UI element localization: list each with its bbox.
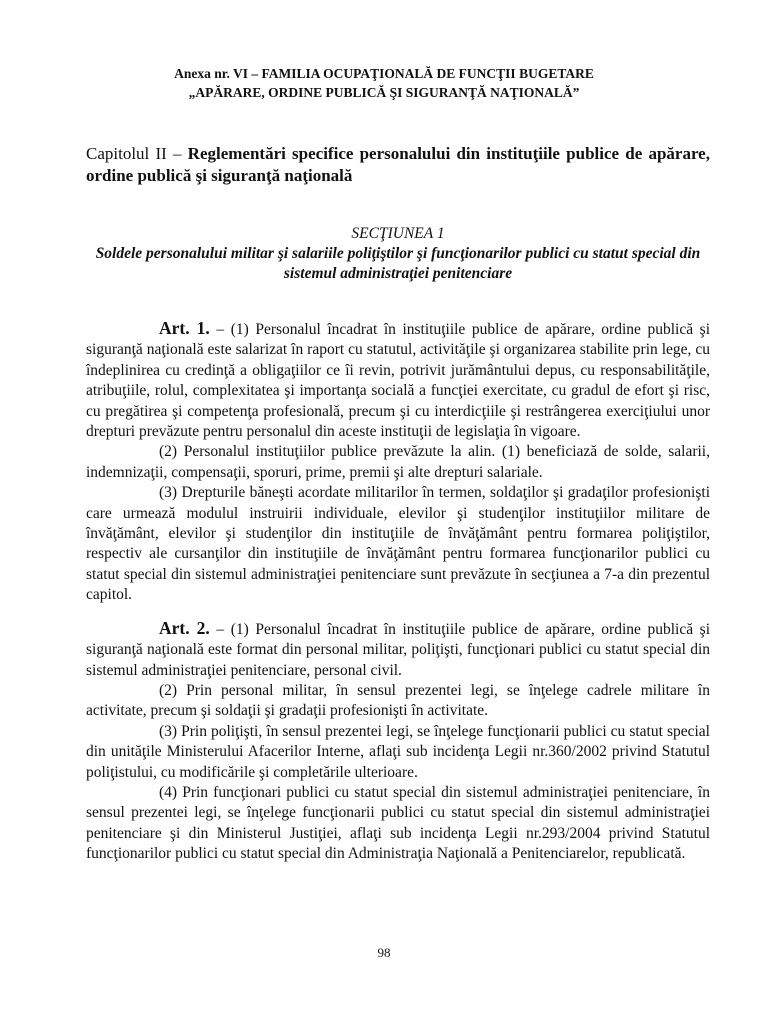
document-body: [86, 318, 710, 865]
article-2-paragraph-2: (2) Prin personal militar, în sensul prezentei legi, se înţelege cadrele militare în activitate, precum şi soldaţii şi gradaţii profesionişti în activitate.: [86, 681, 710, 720]
section-title: Soldele personalului militar şi salariile poliţiştilor şi funcţionarilor publici cu statut special din sistemul administraţiei penitenciare: [95, 245, 701, 282]
chapter-prefix: Capitolul II –: [86, 144, 188, 163]
article-2-paragraph-4: (4) Prin funcţionari publici cu statut special din sistemul administraţiei penitenciare, în sensul prezentei legi, se înţelege funcţionarii publici cu statut special din sistemul administraţiei penitenciare şi din Ministerul Justiţiei, aflaţi sub incidenţa Legii nr.293/2004 privind Statutul funcţionarilor publici cu statut special din Administraţia Naţională a Penitenciarelor, republicată.: [86, 783, 710, 863]
chapter-heading: [86, 143, 710, 187]
annex-subtitle: „APĂRARE, ORDINE PUBLICĂ ŞI SIGURANŢĂ NAŢIONALĂ”: [188, 85, 580, 100]
annex-title: Anexa nr. VI – FAMILIA OCUPAŢIONALĂ DE FUNCŢII BUGETARE: [174, 66, 594, 81]
page-number: 98: [377, 945, 391, 960]
article-2-paragraph-1: Art. 2. – (1) Personalul încadrat în instituţiile publice de apărare, ordine publică şi siguranţă naţională este format din personal militar, poliţişti, funcţionari publici cu statut special din sistemul administraţiei penitenciare, personal civil.: [86, 617, 711, 679]
section-label: SECŢIUNEA 1: [351, 225, 445, 242]
article-1-paragraph-3: (3) Drepturile băneşti acordate militarilor în termen, soldaţilor şi gradaţilor profesionişti care urmează modulul instruirii individuale, elevilor şi studenţilor instituţiilor militare de învăţământ, elevilor şi studenţilor din instituţiile de învăţământ pentru formarea poliţiştilor, respectiv ale cursanţilor din instituţiile de învăţământ pentru formarea funcţionarilor publici cu statut special din sistemul administraţiei penitenciare sunt prevăzute în secţiunea a 7-a din prezentul capitol.: [86, 484, 710, 604]
article-1-label: Art. 1.: [159, 318, 210, 338]
article-2-label: Art. 2.: [159, 617, 210, 638]
article-1-paragraph-1: Art. 1. – (1) Personalul încadrat în instituţiile publice de apărare, ordine publică şi siguranţă naţională este salarizat în raport cu statutul, activităţile şi organizarea stabilite prin lege, cu îndeplinirea cu credinţă a obligaţiilor ce îi revin, potrivit jurământului depus, cu responsabilităţile, atribuţiile, rolul, complexitatea şi importanţa socială a funcţiei exercitate, cu gradul de efort şi risc, cu pregătirea şi competenţa profesională, precum şi cu interdicţiile şi restrângerea exerciţiului unor drepturi prevăzute pentru personalul din aceste instituţii de legislaţia în vigoare.: [86, 318, 711, 441]
article-1-paragraph-2: (2) Personalul instituţiilor publice prevăzute la alin. (1) beneficiază de solde, salarii, indemnizaţii, compensaţii, sporuri, prime, premii şi alte drepturi salariale.: [86, 443, 710, 481]
chapter-title: Reglementări specifice personalului din instituţiile publice de apărare, ordine publică şi siguranţă naţională: [86, 144, 710, 185]
article-2-paragraph-3: (3) Prin poliţişti, în sensul prezentei legi, se înţelege funcţionarii publici cu statut special din unităţile Ministerului Afacerilor Interne, aflaţi sub incidenţa Legii nr.360/2002 privind Statutul poliţistului, cu modificările şi completările ulterioare.: [86, 722, 710, 781]
